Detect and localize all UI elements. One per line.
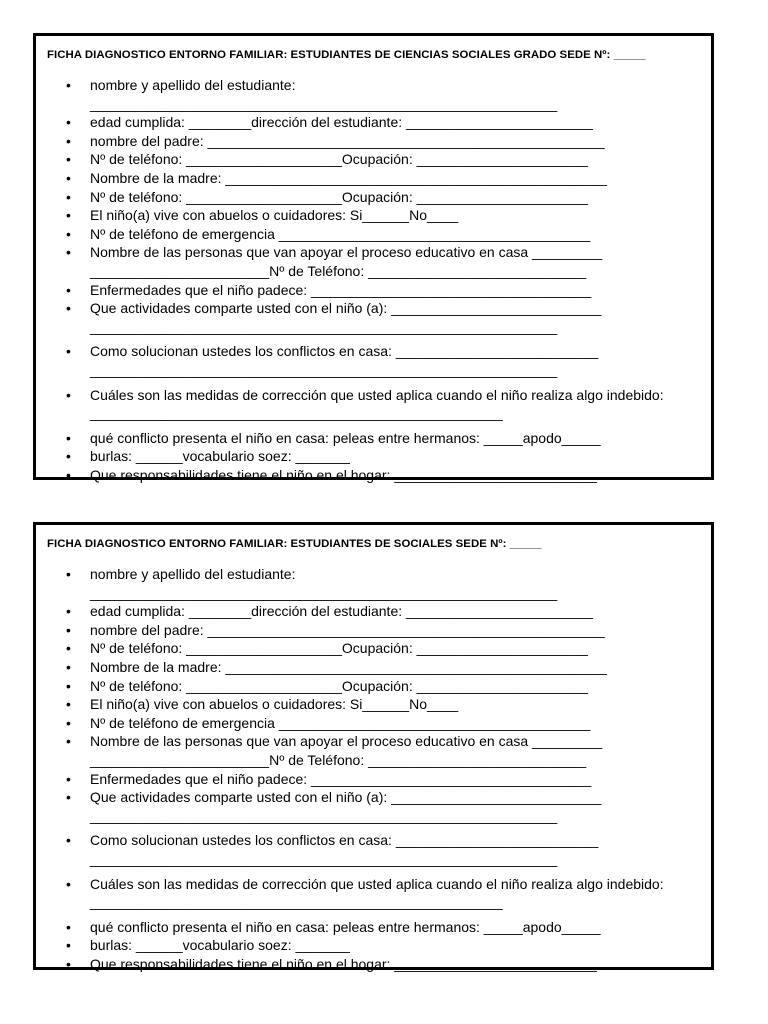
form-field-list	[36, 565, 711, 973]
field-label: • El niño(a) vive con abuelos o cuidadores: Si______No____	[90, 207, 459, 224]
field-label: • Nombre de las personas que van apoyar el proceso educativo en casa _________	[90, 244, 603, 261]
field-label: • nombre y apellido del estudiante:	[90, 566, 296, 582]
field-father-name[interactable]	[36, 132, 711, 151]
field-label: • Nº de teléfono de emergencia ________________________________________	[90, 225, 591, 242]
field-support-persons[interactable]	[36, 732, 711, 769]
field-label: • Nº de teléfono: ____________________Ocupación: ______________________	[90, 151, 588, 168]
field-blank[interactable]: _____________________________________________________	[90, 894, 503, 911]
field-age-address[interactable]	[36, 602, 711, 621]
field-illnesses[interactable]	[36, 770, 711, 789]
field-blank[interactable]: ____________________________________________________________	[90, 850, 558, 867]
field-shared-activities[interactable]	[36, 788, 711, 825]
diagnostic-form-1	[33, 33, 714, 483]
field-emergency-phone[interactable]	[36, 225, 711, 244]
field-label: • qué conflicto presenta el niño en casa: peleas entre hermanos: _____apodo_____	[90, 429, 601, 446]
field-mother-name[interactable]	[36, 658, 711, 677]
field-father-phone-occupation[interactable]	[36, 639, 711, 658]
form-field-list	[36, 76, 711, 484]
field-label: • Nombre de las personas que van apoyar el proceso educativo en casa _________	[90, 733, 603, 750]
field-label: • Enfermedades que el niño padece: ____________________________________	[90, 281, 592, 298]
field-label: • Como solucionan ustedes los conflictos en casa: __________________________	[90, 343, 599, 360]
field-label: • nombre del padre: ___________________________________________________	[90, 132, 605, 149]
field-correction-measures[interactable]	[36, 386, 711, 423]
field-label: • Nombre de la madre: _________________________________________________	[90, 658, 607, 675]
field-blank[interactable]: ____________________________________________________________	[90, 807, 558, 824]
field-blank[interactable]: ____________________________________________________________	[90, 584, 558, 601]
field-father-phone-occupation[interactable]	[36, 150, 711, 169]
field-label: • nombre y apellido del estudiante:	[90, 77, 296, 93]
diagnostic-form-2	[33, 522, 714, 970]
field-support-persons[interactable]	[36, 243, 711, 280]
field-home-responsibilities[interactable]	[36, 955, 711, 974]
field-teasing-language[interactable]	[36, 936, 711, 955]
field-student-name[interactable]	[36, 76, 711, 113]
field-label: • Nº de teléfono: ____________________Ocupación: ______________________	[90, 188, 588, 205]
field-label: • burlas: ______vocabulario soez: _______	[90, 937, 350, 954]
field-mother-phone-occupation[interactable]	[36, 677, 711, 696]
field-student-name[interactable]	[36, 565, 711, 602]
field-conflict-resolution[interactable]	[36, 831, 711, 868]
field-lives-with-grandparents[interactable]	[36, 695, 711, 714]
field-label: • El niño(a) vive con abuelos o cuidadores: Si______No____	[90, 696, 459, 713]
field-teasing-language[interactable]	[36, 447, 711, 466]
field-label: • Enfermedades que el niño padece: ____________________________________	[90, 770, 592, 787]
field-home-responsibilities[interactable]	[36, 466, 711, 485]
field-label: • edad cumplida: ________dirección del estudiante: ________________________	[90, 114, 593, 131]
field-label: • Nombre de la madre: _________________________________________________	[90, 169, 607, 186]
field-blank[interactable]: _______________________Nº de Teléfono: ____________________________	[90, 262, 587, 279]
field-label: • Cuáles son las medidas de corrección que usted aplica cuando el niño realiza algo indebido:	[90, 875, 664, 892]
field-label: • Que actividades comparte usted con el niño (a): ___________________________	[90, 789, 602, 806]
field-label: • Que actividades comparte usted con el niño (a): ___________________________	[90, 300, 602, 317]
field-label: • Que responsabilidades tiene el niño en el hogar: __________________________	[90, 466, 597, 483]
field-label: • Cuáles son las medidas de corrección que usted aplica cuando el niño realiza algo indebido:	[90, 386, 664, 403]
field-label: • qué conflicto presenta el niño en casa: peleas entre hermanos: _____apodo_____	[90, 918, 601, 935]
field-label: • Como solucionan ustedes los conflictos en casa: __________________________	[90, 832, 599, 849]
form-title: FICHA DIAGNOSTICO ENTORNO FAMILIAR: ESTUDIANTES DE SOCIALES SEDE Nº: _____	[47, 538, 542, 550]
field-label: • burlas: ______vocabulario soez: _______	[90, 448, 350, 465]
field-blank[interactable]: ____________________________________________________________	[90, 361, 558, 378]
field-emergency-phone[interactable]	[36, 714, 711, 733]
field-mother-phone-occupation[interactable]	[36, 188, 711, 207]
field-label: • Nº de teléfono: ____________________Ocupación: ______________________	[90, 640, 588, 657]
field-correction-measures[interactable]	[36, 875, 711, 912]
field-label: • Que responsabilidades tiene el niño en el hogar: __________________________	[90, 955, 597, 972]
field-conflict-resolution[interactable]	[36, 342, 711, 379]
field-home-conflicts[interactable]	[36, 918, 711, 937]
field-age-address[interactable]	[36, 113, 711, 132]
field-blank[interactable]: ____________________________________________________________	[90, 95, 558, 112]
field-lives-with-grandparents[interactable]	[36, 206, 711, 225]
field-blank[interactable]: _____________________________________________________	[90, 405, 503, 422]
field-illnesses[interactable]	[36, 281, 711, 300]
field-label: • nombre del padre: ___________________________________________________	[90, 621, 605, 638]
field-mother-name[interactable]	[36, 169, 711, 188]
field-blank[interactable]: _______________________Nº de Teléfono: ____________________________	[90, 751, 587, 768]
field-label: • edad cumplida: ________dirección del estudiante: ________________________	[90, 603, 593, 620]
field-home-conflicts[interactable]	[36, 429, 711, 448]
field-label: • Nº de teléfono: ____________________Ocupación: ______________________	[90, 677, 588, 694]
field-label: • Nº de teléfono de emergencia ________________________________________	[90, 714, 591, 731]
field-father-name[interactable]	[36, 621, 711, 640]
field-shared-activities[interactable]	[36, 299, 711, 336]
field-blank[interactable]: ____________________________________________________________	[90, 318, 558, 335]
form-title: FICHA DIAGNOSTICO ENTORNO FAMILIAR: ESTUDIANTES DE CIENCIAS SOCIALES GRADO SEDE Nº: _____	[47, 49, 646, 61]
